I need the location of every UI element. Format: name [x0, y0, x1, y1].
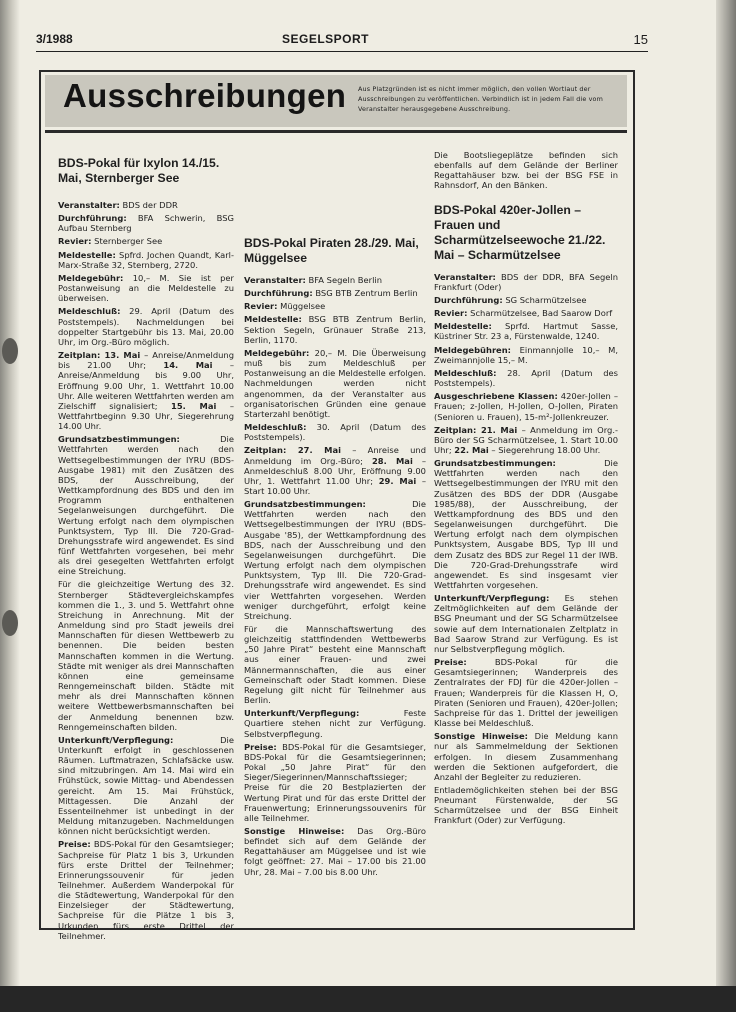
field-meldegebuehren: Meldegebühren: Einmannjolle 10,– M, Zweimannjolle 15,– M. [434, 344, 618, 365]
field-zeitplan: Zeitplan: 13. Mai – Anreise/Anmeldung bis 21.00 Uhr; 14. Mai – Anreise/Anmeldung bis 9.00 Uhr, Eröffnung 9.00 Uhr, 1. Wettfahrt 10.00 Uhr. Alle weiteren Wettfahrten werden am Zielschiff signalisiert; 15. Mai – Wettfahrtbeginn 9.30 Uhr, Siegerehrung 14.00 Uhr. [58, 350, 235, 432]
page-number: 15 [633, 32, 648, 47]
binder-hole [2, 610, 18, 636]
field-bootsliegeplaetze: Die Bootsliegeplätze befinden sich ebenfalls auf dem Gelände der Berliner Regattahäuser bzw. bei der BSG FSE in Rahnsdorf, An den Bänken. [434, 150, 618, 191]
banner-rule [45, 130, 627, 133]
article-title-piraten: BDS-Pokal Piraten 28./29. Mai, Müggelsee [244, 236, 419, 265]
field-meldegebuehr: Meldegebühr: 20,– M. Die Überweisung muß bis zum Meldeschluß per Postanweisung an die Meldestelle erfolgen. Nachmeldungen werden nicht angenommen, da der Veranstalter aus organisatorischen Gründen eine genaue Starterzahl benötigt. [244, 347, 426, 419]
field-revier: Revier: Sternberger See [58, 236, 163, 247]
field-sonstige-hinweise: Sonstige Hinweise: Das Org.-Büro befindet sich auf dem Gelände der Regattahäuser am Müggelsee und ist wie folgt geöffnet: 27. Mai – 17.00 bis 21.00 Uhr, 28. Mai – 7.00 bis 8.00 Uhr. [244, 825, 426, 877]
field-klassen: Ausgeschriebene Klassen: 420er-Jollen – Frauen; z-Jollen, H-Jollen, O-Jollen, Piraten (Senioren u. Frauen), 15-m²-Jollenkreuzer. [434, 391, 618, 422]
field-meldestelle: Meldestelle: BSG BTB Zentrum Berlin, Sektion Segeln, Grünauer Straße 213, Berlin, 1170. [244, 314, 426, 345]
page-edge [716, 0, 736, 986]
column-continuation-spacer [244, 150, 426, 236]
section-note: Aus Platzgründen ist es nicht immer möglich, den vollen Wortlaut der Ausschreibungen zu veröffentlichen. Verbindlich ist in jedem Fall die vom Veranstalter herausgegebene Ausschreibung. [358, 85, 603, 113]
field-veranstalter: Veranstalter: BDS der DDR, BFA Segeln Frankfurt (Oder) [434, 271, 618, 292]
field-grundsatzbestimmungen: Grundsatzbestimmungen: Die Wettfahrten werden nach den Wettsegelbestimmungen der IYRU (BDS-Ausgabe '85), der Wettkampfordnung des BDS, nach der Ausschreibung und den Segelanweisungen durchgeführt. Die Wertung erfolgt nach dem olympischen Punktsystem, Typ III. Die 720-Grad-Drehungsstrafe wird angewendet. Es sind vier Wettfahrten vorgesehen. Werden weniger durchgeführt, erfolgt keine Streichung. [244, 499, 426, 621]
article-title-ixylon: BDS-Pokal für Ixylon 14./15. Mai, Sternberger See [58, 156, 220, 185]
field-meldestelle: Meldestelle: Spfrd. Jochen Quandt, Karl-Marx-Straße 32, Sternberg, 2720. [58, 249, 234, 270]
field-veranstalter: Veranstalter: BDS der DDR [58, 200, 178, 210]
running-header [36, 30, 648, 48]
field-unterkunft: Unterkunft/Verpflegung: Die Unterkunft erfolgt in geschlossenen Räumen. Luftmatrazen, Schlafsäcke usw. sind mitzubringen. Am 14. Mai wird ein Frühstück, sowie Mittag- und Abendessen gereicht. Am 15. Mai Frühstück, Mittagessen. Die Anzahl der Essenteilnehmer ist unbedingt in der Meldung mitanzugeben. Nachmeldungen können nicht berücksichtigt werden. [58, 734, 234, 837]
field-revier: Revier: Müggelsee [244, 301, 326, 312]
field-staedtewertung: Für die gleichzeitige Wertung des 32. Sternberger Städtevergleichskampfes kommen die 1., 3. und 5. Wettfahrt ohne Streichung in Anrechnung. Mit der Anmeldung sind pro Stadt jeweils drei Mannschaften für diesen Wettbewerb zu benennen. Die beiden besten Mannschaften kommen in die Wertung. Städte mit weniger als drei Mannschaften können eine gemeinsame Renngemeinschaft bilden. Städte mit mehr als drei Mannschaften können weitere Wettbewerbsmannschaften bei der Anmeldung benennen bzw. Renngemeinschaften bilden. [58, 579, 234, 732]
field-preise: Preise: BDS-Pokal für den Gesamtsieger; Sachpreise für Platz 1 bis 3, Urkunden fürs erste Drittel der Teilnehmer; Erinnerungssouvenir für jeden Teilnehmer. Außerdem Wanderpokal für die Städtewertung, Wanderpokal für den Einzelsieger der Städtewertung, Sachpreise für die Plätze 1 bis 3, Urkunden fürs erste Drittel der Teilnehmer. [58, 839, 234, 941]
issue-number: 3/1988 [36, 32, 73, 46]
field-durchfuehrung: Durchführung: SG Scharmützelsee [434, 294, 587, 305]
article-column-3 [434, 150, 618, 829]
field-revier: Revier: Scharmützelsee, Bad Saarow Dorf [434, 308, 613, 319]
page-spine-shadow [0, 0, 20, 986]
article-column-2 [244, 150, 426, 880]
field-meldeschluss: Meldeschluß: 30. April (Datum des Poststempels). [244, 422, 426, 443]
article-column-1 [58, 156, 234, 944]
field-mannschaftswertung: Für die Mannschaftswertung des gleichzeitig stattfindenden Wettbewerbs „50 Jahre Pirat“ besteht eine Mannschaft aus einer Frauen- und zwei Männermannschaften, die aus einer Gemeinschaft oder Stadt kommen. Diese Regelung gilt nicht für Teilnehmer aus Berlin. [244, 624, 426, 706]
field-veranstalter: Veranstalter: BFA Segeln Berlin [244, 275, 382, 285]
field-durchfuehrung: Durchführung: BSG BTB Zentrum Berlin [244, 288, 418, 299]
field-meldestelle: Meldestelle: Sprfd. Hartmut Sasse, Küstriner Str. 23 a, Fürstenwalde, 1240. [434, 321, 618, 342]
field-unterkunft: Unterkunft/Verpflegung: Es stehen Zeltmöglichkeiten auf dem Gelände der BSG Pneumant und der SG Scharmützelsee sowie auf dem Internationalen Zeltplatz in Bad Saarow Strand zur Verfügung. Es ist nur Selbstverpflegung möglich. [434, 593, 618, 654]
article-title-420er-jollen: BDS-Pokal 420er-Jollen – Frauen und Scharmützelseewoche 21./22. Mai – Scharmützelsee [434, 202, 606, 262]
field-zeitplan: Zeitplan: 21. Mai – Anmeldung im Org.-Büro der SG Scharmützelsee, 1. Start 10.00 Uhr; 22. Mai – Siegerehrung 18.00 Uhr. [434, 424, 618, 455]
header-rule [36, 51, 648, 52]
binder-hole [2, 338, 18, 364]
section-banner [45, 75, 627, 127]
field-grundsatzbestimmungen: Grundsatzbestimmungen: Die Wettfahrten werden nach den Wettsegelbestimmungen der IYRU (BDS-Ausgabe 1981) mit den Zusätzen des BDS, der Ausschreibung, der Wettkampfordnung des BDS und den im Programm enthaltenen Segelanweisungen durchgeführt. Die Wertung erfolgt nach dem olympischen Punktsystem, Typ III. Die 720-Grad-Drehungsstrafe wird angewendet. Es sind fünf Wettfahrten vorgesehen, bei mehr als drei gesegelten Wettfahrten erfolgt eine Streichung. [58, 434, 234, 577]
field-meldeschluss: Meldeschluß: 28. April (Datum des Poststempels). [434, 367, 618, 389]
field-durchfuehrung: Durchführung: BFA Schwerin, BSG Aufbau Sternberg [58, 213, 234, 234]
field-grundsatzbestimmungen: Grundsatzbestimmungen: Die Wettfahrten werden nach den Wettsegelbestimmungen der IYRU mit den Zusätzen des BDS der DDR (Ausgabe 1985/88), der Ausschreibung, der Wettkampfordnung des BDS und den Segelanweisungen durchgeführt. Die Wertung erfolgt nach dem olympischen Punktsystem, Ausgabe BDS, Typ III und dem Zusatz des BDS zur Regel 11 der IWB. Die 720-Grad-Drehungsstrafe wird angewendet. Es sind insgesamt vier Wettfahrten vorgesehen. [434, 458, 618, 590]
field-entlademoeglichkeiten: Entlademöglichkeiten stehen bei der BSG Pneumant Fürstenwalde, der SG Scharmützelsee und der BSG Einheit Frankfurt (Oder) zur Verfügung. [434, 784, 618, 826]
field-preise: Preise: BDS-Pokal für die Gesamtsieger, BDS-Pokal für die Gesamtsiegerinnen; Pokal „50 Jahre Pirat“ für den Sieger/Siegerinnen/Mannschaftssieger; Preise für die 20 Bestplazierten der Wertung Pirat und für das erste Drittel der Frauenwertung; Erinnerungssouvenirs für alle Teilnehmer. [244, 741, 426, 823]
section-title: Ausschreibungen [63, 77, 347, 114]
field-sonstige-hinweise: Sonstige Hinweise: Die Meldung kann nur als Sammelmeldung der Sektionen erfolgen. In diesem Zusammenhang werden die Sektionen aufgefordert, die Anzahl der Begleiter zu reduzieren. [434, 731, 618, 782]
field-unterkunft: Unterkunft/Verpflegung: Feste Quartiere stehen nicht zur Verfügung. Selbstverpflegung. [244, 708, 426, 739]
magazine-name: SEGELSPORT [282, 32, 370, 46]
field-zeitplan: Zeitplan: 27. Mai – Anreise und Anmeldung im Org.-Büro; 28. Mai – Anmeldeschluß 8.00 Uhr, Eröffnung 9.00 Uhr, 1. Wettfahrt 11.00 Uhr; 29. Mai – Start 10.00 Uhr. [244, 445, 427, 496]
field-meldegebuehr: Meldegebühr: 10,– M. Sie ist per Postanweisung an die Meldestelle zu überweisen. [58, 272, 234, 304]
field-meldeschluss: Meldeschluß: 29. April (Datum des Poststempels). Nachmeldungen bei doppelter Startgebühr bis 13. Mai, 20.00 Uhr, im Org.-Büro möglich. [58, 306, 234, 347]
field-preise: Preise: BDS-Pokal für die Gesamtsiegerinnen; Wanderpreis des Zentralrates der FDJ für die 420er-Jollen – Frauen; Wanderpreis für die Klassen H, O, Piraten (Senioren und Frauen), 420er-Jollen; Sachpreise für das 1. Drittel der jeweiligen Klasse bei Meldeschluß. [434, 657, 618, 729]
